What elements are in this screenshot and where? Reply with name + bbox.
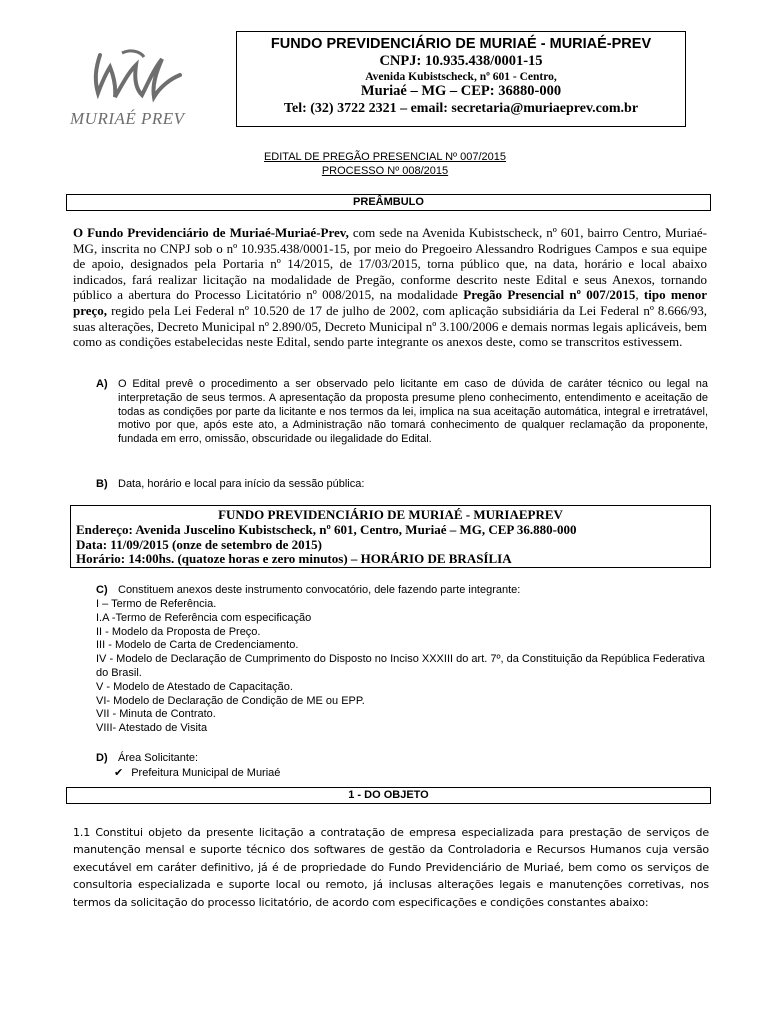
address: Avenida Kubistscheck, nº 601 - Centro,: [365, 71, 557, 83]
objeto-paragraph: 1.1 Constitui objeto da presente licitação a contratação de empresa especializada para prestação de serviços de manutenção mensal e suporte técnico dos softwares de gestão da Controladoria e Recursos Humanos cuja versão executável em caráter definitivo, já é de propriedade do Fundo Previdenciário de Muriaé, bem como os serviços de consultoria especializada e suporte local ou remoto, já inclusas alterações legais e manutenções corretivas, nos termos da solicitação do processo licitatório, de acordo com especificações e condições constantes abaixo:: [73, 826, 709, 909]
session-time: Horário: 14:00hs. (quatoze horas e zero minutos) – HORÁRIO DE BRASÍLIA: [76, 551, 512, 567]
list-item: III - Modelo de Carta de Credenciamento.: [96, 639, 299, 652]
muriae-prev-logo: [70, 45, 210, 130]
session-date: Data: 11/09/2015 (onze de setembro de 2015): [76, 536, 323, 552]
session-info-box: [70, 505, 711, 568]
contact: Tel: (32) 3722 2321 – email: secretaria@muriaeprev.com.br: [283, 101, 639, 116]
session-address: Endereço: Avenida Juscelino Kubistscheck, nº 601, Centro, Muriaé – MG, CEP 36.880-000: [76, 521, 577, 537]
preambulo-heading: PREÂMBULO: [66, 194, 711, 211]
item-d: D) Área Solicitante: ✔ Prefeitura Municipal de Muriaé: [96, 752, 281, 779]
session-title: FUNDO PREVIDENCIÁRIO DE MURIAÉ - MURIAEPREV: [218, 507, 563, 522]
cnpj: CNPJ: 10.935.438/0001-15: [379, 53, 543, 69]
list-item: VIII- Atestado de Visita: [96, 722, 208, 735]
list-item: I.A -Termo de Referência com especificação: [96, 611, 312, 624]
logo-text: MURIAÉ PREV: [70, 109, 185, 128]
list-item: VI- Modelo de Declaração de Condição de ME ou EPP.: [96, 694, 365, 707]
list-item: VII - Minuta de Contrato.: [96, 708, 216, 721]
item-b: B) Data, horário e local para início da sessão pública:: [96, 478, 365, 490]
item-c: C) Constituem anexos deste instrumento convocatório, dele fazendo parte integrante:: [96, 584, 521, 596]
header-box: [236, 31, 686, 127]
preambulo-lead: O Fundo Previdenciário de Muriaé-Muriaé-Prev,: [73, 225, 349, 240]
list-item: II - Modelo da Proposta de Preço.: [96, 625, 261, 638]
list-item: IV - Modelo de Declaração de Cumprimento do Disposto no Inciso XXXIII do art. 7º, da Constituição da República Federativa do Brasil.: [96, 653, 705, 679]
objeto-heading: 1 - DO OBJETO: [66, 787, 711, 804]
edital-title: EDITAL DE PREGÃO PRESENCIAL Nº 007/2015: [263, 151, 507, 163]
preambulo-paragraph: O Fundo Previdenciário de Muriaé-Muriaé-Prev, com sede na Avenida Kubistscheck, nº 601, bairro Centro, Muriaé-MG, inscrita no CNPJ sob o nº 10.935.438/0001-15, por meio do Pregoeiro Alessandro Rodrigues Campos e sua equipe de apoio, designados pela Portaria nº 14/2015, de 17/03/2015, torna público que, na data, horário e local abaixo indicados, fará realizar licitação na modalidade de Pregão, conforme descrito neste Edital e seus Anexos, tornando público a abertura do Processo Licitatório nº 008/2015, na modalidade Pregão Presencial nº 007/2015, tipo menor preço, regido pela Lei Federal nº 10.520 de 17 de julho de 2002, com aplicação subsidiária da Lei Federal nº 8.666/93, suas alterações, Decreto Municipal nº 2.890/05, Decreto Municipal nº 3.100/2006 e demais normas legais aplicáveis, bem como as condições estabelecidas neste Edital, sendo parte integrante os anexos deste, como se transcritos estivessem.: [73, 225, 707, 350]
requester: Prefeitura Municipal de Muriaé: [131, 766, 281, 779]
city: Muriaé – MG – CEP: 36880-000: [360, 83, 562, 99]
list-item: V - Modelo de Atestado de Capacitação.: [96, 680, 293, 693]
annex-list: [96, 598, 708, 736]
institution-title: FUNDO PREVIDENCIÁRIO DE MURIAÉ - MURIAÉ-PREV: [270, 36, 652, 52]
item-a: A) O Edital prevê o procedimento a ser observado pelo licitante em caso de dúvida de caráter técnico ou legal na interpretação de seus termos. A apresentação da proposta presume pleno conhecimento, entendimento e aceitação de todas as condições por parte da licitante e nos termos da lei, implica na sua aceitação automática, integral e irretratável, motivo por que, após este ato, a Administração não tomará conhecimento de qualquer reclamação da proponente, fundada em erro, omissão, obscuridade ou ilegalidade do Edital.: [96, 378, 708, 446]
process-number: PROCESSO Nº 008/2015: [321, 165, 449, 177]
check-icon: ✔: [114, 765, 124, 779]
list-item: I – Termo de Referência.: [96, 598, 217, 610]
